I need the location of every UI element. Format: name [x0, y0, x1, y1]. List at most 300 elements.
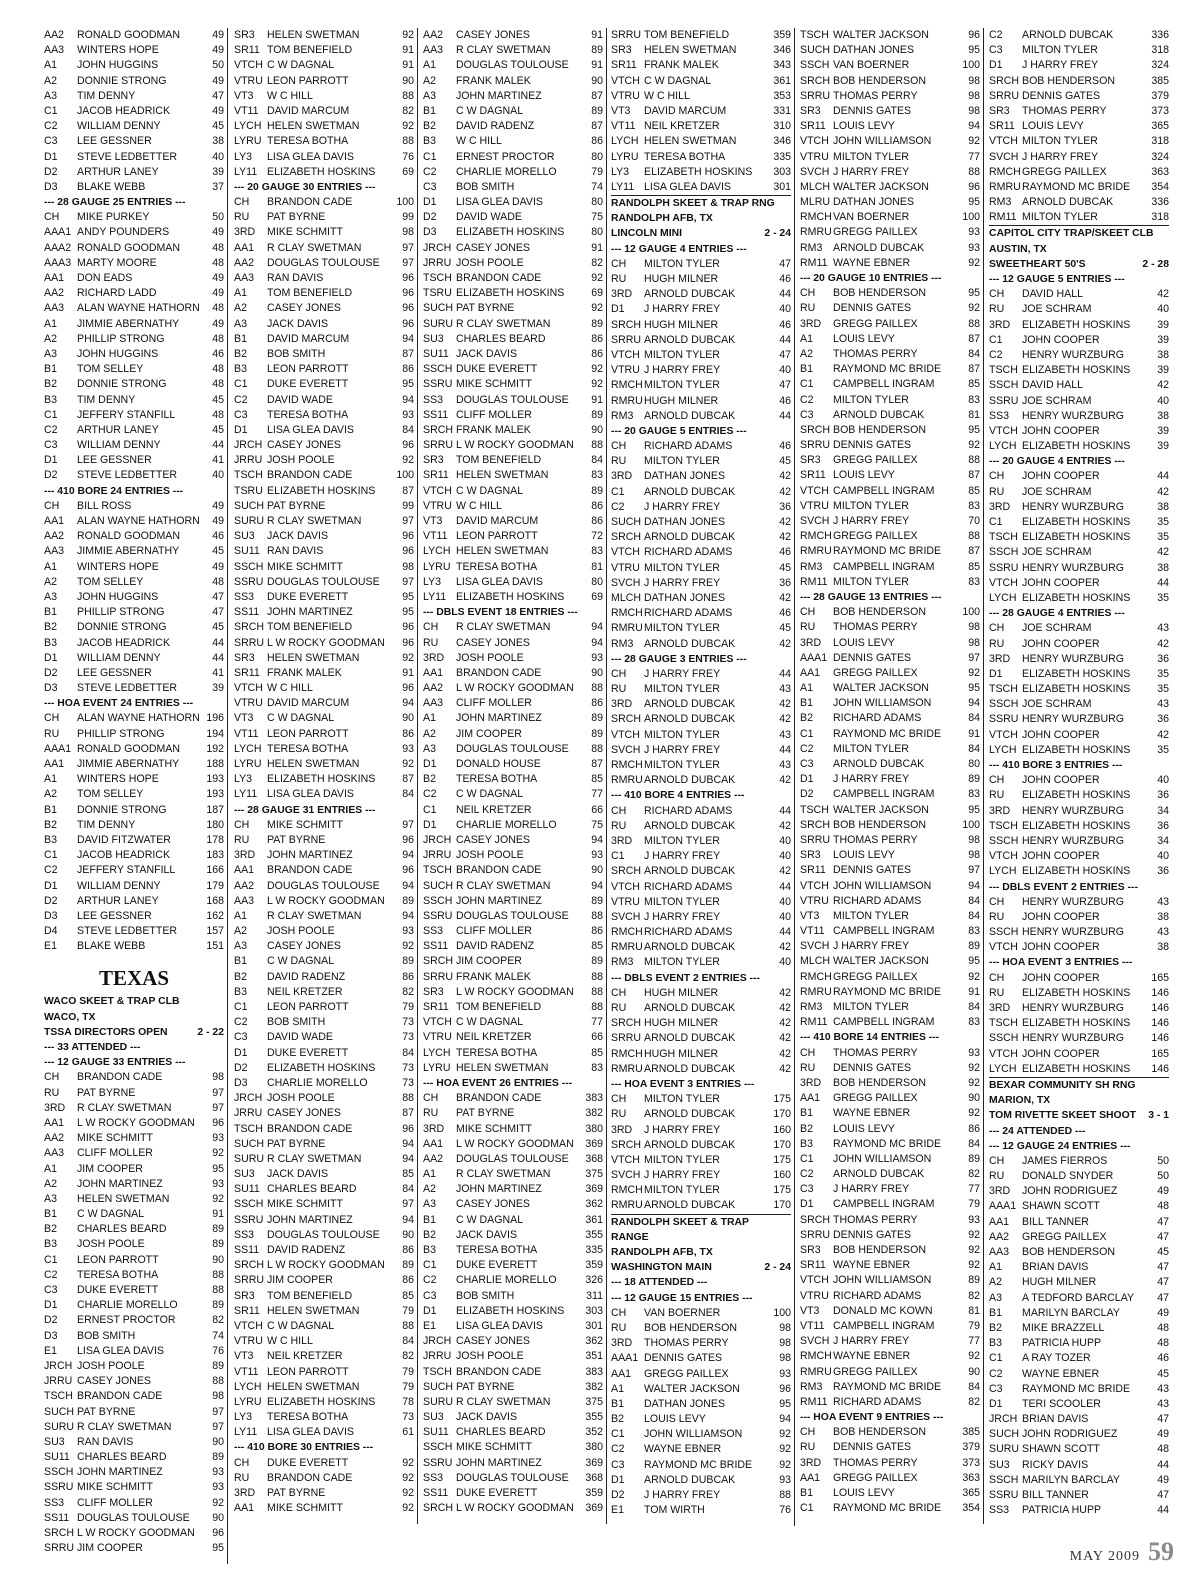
result-row: [800, 681, 980, 696]
results-column-3: [423, 28, 603, 1516]
shooter-name: C W DAGNAL: [267, 955, 335, 968]
result-row: [800, 468, 980, 483]
score: 84: [968, 894, 980, 907]
score: 49: [212, 515, 224, 527]
shooter-name: DAVID WADE: [456, 211, 522, 224]
score: 92: [402, 940, 414, 953]
score: 50: [1157, 1154, 1169, 1167]
score: 83: [968, 499, 980, 512]
result-row: [423, 1273, 603, 1288]
shooter-name: C W DAGNAL: [456, 104, 524, 117]
shooter-name: MILTON TYLER: [644, 834, 720, 847]
result-row: [989, 1503, 1169, 1518]
score: 91: [591, 59, 603, 72]
result-row: [44, 1526, 224, 1541]
score: 383: [585, 1365, 603, 1378]
class-code: LY11: [234, 788, 258, 801]
result-row: [423, 1152, 603, 1167]
score: 94: [968, 879, 980, 892]
section-heading: [611, 211, 791, 226]
result-row: [800, 1258, 980, 1273]
result-row: [423, 468, 603, 483]
result-row: [423, 939, 603, 954]
score: 48: [212, 302, 224, 315]
class-code: A3: [234, 940, 247, 953]
shooter-name: ELIZABETH HOSKINS: [644, 165, 753, 178]
result-row: [234, 1258, 414, 1273]
shooter-name: WAYNE EBNER: [833, 1350, 911, 1363]
class-code: VT3: [611, 104, 631, 117]
result-row: [423, 1182, 603, 1197]
result-row: [423, 590, 603, 605]
shooter-name: THOMAS PERRY: [833, 1213, 918, 1226]
result-row: [800, 560, 980, 575]
shooter-name: JACOB HEADRICK: [77, 849, 171, 862]
result-row: [44, 1116, 224, 1131]
class-code: LY3: [423, 575, 442, 588]
result-row: [234, 1273, 414, 1288]
class-code: B1: [800, 1487, 813, 1499]
shooter-name: A TEDFORD BARCLAY: [1022, 1291, 1135, 1304]
shooter-name: LOUIS LEVY: [833, 1122, 895, 1135]
score: 89: [591, 894, 603, 907]
score: 365: [962, 1487, 980, 1499]
result-row: [423, 453, 603, 468]
shooter-name: WAYNE EBNER: [644, 1443, 722, 1456]
result-row: [989, 1062, 1169, 1078]
result-row: [234, 195, 414, 210]
result-row: [800, 954, 980, 969]
shooter-name: CASEY JONES: [267, 302, 341, 315]
result-row: [234, 317, 414, 332]
class-code: A1: [611, 1382, 624, 1395]
score: 35: [1157, 683, 1169, 696]
class-code: RU: [611, 1108, 627, 1121]
shooter-name: J HARRY FREY: [644, 576, 721, 589]
shooter-name: RAYMOND MC BRIDE: [833, 545, 942, 558]
class-code: C2: [44, 120, 58, 133]
shooter-name: GREGG PAILLEX: [644, 1367, 729, 1380]
class-code: B2: [44, 1223, 57, 1236]
class-code: A1: [423, 59, 436, 72]
class-code: SVCH: [800, 515, 830, 527]
shooter-name: BOB HENDERSON: [833, 606, 927, 619]
class-code: SVCH: [989, 150, 1019, 163]
result-row: [800, 1015, 980, 1030]
score: 92: [402, 1487, 414, 1499]
class-code: SSRU: [44, 1481, 74, 1494]
shooter-name: FRANK MALEK: [456, 74, 531, 87]
score: 324: [1151, 59, 1169, 72]
class-code: SR3: [423, 985, 444, 998]
result-row: [44, 560, 224, 575]
shooter-name: WALTER JACKSON: [833, 682, 929, 695]
class-code: RU: [611, 273, 627, 285]
result-row: [234, 1046, 414, 1061]
class-code: VTRU: [234, 74, 263, 87]
shooter-name: RAYMOND MC BRIDE: [833, 363, 942, 376]
score: 90: [591, 666, 603, 679]
class-code: RU: [423, 1107, 439, 1120]
result-row: [611, 773, 791, 788]
shooter-name: HELEN SWETMAN: [77, 1192, 170, 1205]
shooter-name: RONALD GOODMAN: [77, 29, 181, 41]
shooter-name: PATRICIA HUPP: [1022, 1337, 1102, 1350]
score: 36: [779, 500, 791, 513]
score: 47: [1157, 1230, 1169, 1243]
shooter-name: TOM BENEFIELD: [644, 29, 730, 41]
result-row: [44, 332, 224, 347]
class-code: SS3: [234, 590, 255, 603]
score: 42: [779, 1002, 791, 1014]
class-code: TSRU: [423, 287, 452, 300]
shooter-name: ELIZABETH HOSKINS: [1022, 743, 1131, 756]
shooter-name: ARNOLD DUBCAK: [644, 1062, 736, 1075]
score: 36: [1157, 789, 1169, 802]
score: 95: [212, 1542, 224, 1555]
shooter-name: JACK DAVIS: [456, 1411, 518, 1424]
result-row: [800, 74, 980, 89]
score: 354: [962, 1502, 980, 1515]
class-code: SURU: [423, 1395, 454, 1408]
class-code: A1: [44, 59, 57, 72]
class-code: C3: [611, 1458, 625, 1471]
result-row: [800, 1046, 980, 1061]
result-row: [423, 43, 603, 58]
result-row: [44, 1207, 224, 1222]
shooter-name: DENNIS GATES: [644, 1352, 723, 1365]
score: 96: [212, 1527, 224, 1539]
score: 91: [402, 44, 414, 57]
result-row: [800, 1061, 980, 1076]
score: 46: [1157, 1352, 1169, 1365]
result-row: [234, 104, 414, 119]
score: 85: [968, 378, 980, 391]
shooter-name: SHAWN SCOTT: [1022, 1200, 1100, 1213]
result-row: [234, 74, 414, 89]
heading-text: --- 28 GAUGE 13 ENTRIES ---: [800, 591, 942, 603]
result-row: [423, 696, 603, 711]
shooter-name: ELIZABETH HOSKINS: [456, 1304, 565, 1317]
result-row: [800, 696, 980, 711]
score: 92: [779, 1443, 791, 1456]
result-row: [423, 438, 603, 453]
shooter-name: ELIZABETH HOSKINS: [267, 165, 376, 178]
class-code: AA3: [423, 44, 444, 57]
result-row: [234, 757, 414, 772]
result-row: [423, 727, 603, 742]
shooter-name: C W DAGNAL: [267, 712, 335, 725]
shooter-name: RICHARD ADAMS: [644, 546, 733, 559]
score: 94: [591, 621, 603, 634]
shooter-name: DOUGLAS TOULOUSE: [456, 59, 569, 72]
shooter-name: BOB SMITH: [267, 1016, 326, 1029]
class-code: SRRU: [800, 1228, 831, 1241]
shooter-name: RONALD GOODMAN: [77, 530, 181, 543]
class-code: CH: [800, 1426, 816, 1439]
score: 92: [402, 651, 414, 664]
score: 301: [585, 1319, 603, 1332]
result-row: [423, 681, 603, 696]
score: 42: [779, 1047, 791, 1060]
class-code: SRCH: [800, 74, 831, 87]
score: 45: [212, 545, 224, 558]
result-row: [611, 682, 791, 697]
score: 46: [779, 318, 791, 331]
result-row: [989, 1442, 1169, 1457]
class-code: CH: [989, 288, 1005, 301]
class-code: SVCH: [800, 165, 830, 178]
result-row: [989, 1016, 1169, 1031]
result-row: [800, 909, 980, 924]
class-code: E1: [611, 1504, 624, 1517]
result-row: [44, 1162, 224, 1177]
shooter-name: J HARRY FREY: [644, 500, 721, 513]
score: 335: [585, 1244, 603, 1256]
shooter-name: PHILLIP STRONG: [77, 727, 165, 740]
result-row: [611, 394, 791, 409]
class-code: SR11: [423, 1001, 449, 1013]
shooter-name: JIM COOPER: [267, 1274, 333, 1287]
shooter-name: LEON PARROTT: [267, 1365, 349, 1378]
score: 175: [773, 1093, 791, 1106]
result-row: [423, 924, 603, 939]
result-row: [989, 1245, 1169, 1260]
shooter-name: DATHAN JONES: [644, 470, 726, 483]
result-row: [989, 1199, 1169, 1214]
score: 365: [1151, 120, 1169, 133]
result-row: [989, 1367, 1169, 1382]
result-row: [611, 1397, 791, 1412]
score: 95: [402, 606, 414, 619]
result-row: [800, 1365, 980, 1380]
score: 42: [1157, 485, 1169, 498]
shooter-name: BOB HENDERSON: [1022, 1246, 1116, 1258]
shooter-name: CAMPBELL INGRAM: [833, 1319, 935, 1332]
score: 96: [402, 1122, 414, 1135]
class-code: B3: [234, 363, 247, 376]
score: 359: [773, 29, 791, 41]
class-code: B2: [989, 1321, 1002, 1334]
score: 88: [212, 1375, 224, 1388]
result-row: [44, 1435, 224, 1450]
shooter-name: TIM DENNY: [77, 818, 136, 831]
score: 96: [968, 29, 980, 41]
result-row: [800, 195, 980, 210]
shooter-name: JOHN COOPER: [1022, 576, 1100, 589]
class-code: RU: [800, 621, 816, 634]
score: 81: [968, 408, 980, 421]
result-row: [44, 1268, 224, 1283]
heading-text: CAPITOL CITY TRAP/SKEET CLB: [989, 228, 1154, 240]
result-row: [234, 787, 414, 802]
score: 92: [402, 758, 414, 770]
shooter-name: RICHARD ADAMS: [833, 894, 922, 907]
class-code: JRCH: [234, 439, 263, 452]
heading-text: --- 33 ATTENDED ---: [44, 1042, 141, 1053]
score: 94: [591, 636, 603, 649]
shooter-name: J HARRY FREY: [644, 1123, 721, 1136]
class-code: JRCH: [423, 1335, 452, 1348]
shooter-name: WILLIAM DENNY: [77, 120, 161, 133]
class-code: RU: [44, 1086, 60, 1099]
heading-text: --- 28 GAUGE 3 ENTRIES ---: [611, 653, 747, 665]
score: 385: [962, 1426, 980, 1439]
shooter-name: RAYMOND MC BRIDE: [1022, 180, 1131, 193]
class-code: SU11: [234, 545, 260, 558]
score: 95: [402, 590, 414, 603]
class-code: TSCH: [989, 1017, 1018, 1030]
score: 96: [779, 1382, 791, 1395]
shooter-name: CHARLIE MORELLO: [77, 1299, 178, 1312]
result-row: [800, 180, 980, 195]
shooter-name: MILTON TYLER: [833, 150, 909, 163]
heading-text: --- 20 GAUGE 4 ENTRIES ---: [989, 456, 1125, 468]
score: 49: [212, 44, 224, 57]
shooter-name: PATRICIA HUPP: [1022, 1504, 1102, 1517]
result-row: [989, 302, 1169, 317]
result-row: [44, 58, 224, 73]
result-row: [800, 119, 980, 134]
shooter-name: L W ROCKY GOODMAN: [267, 636, 385, 649]
class-code: RM11: [800, 1395, 828, 1408]
class-code: B3: [989, 1337, 1002, 1350]
class-code: D1: [989, 1397, 1003, 1410]
result-row: [800, 408, 980, 423]
score: 183: [206, 849, 224, 862]
score: 40: [1157, 303, 1169, 316]
class-code: SRRU: [44, 1542, 75, 1555]
shooter-name: JOHN MARTINEZ: [77, 1466, 163, 1479]
shooter-name: CASEY JONES: [456, 833, 530, 846]
shooter-name: MILTON TYLER: [644, 455, 720, 468]
shooter-name: ELIZABETH HOSKINS: [456, 226, 565, 239]
shooter-name: JACOB HEADRICK: [77, 636, 171, 649]
result-row: [423, 909, 603, 924]
class-code: VTRU: [800, 499, 829, 512]
score: 88: [968, 165, 980, 178]
score: 37: [212, 180, 224, 193]
score: 77: [591, 1016, 603, 1029]
score: 42: [779, 470, 791, 483]
class-code: SURU: [423, 317, 454, 330]
shooter-name: PAT BYRNE: [456, 1380, 515, 1393]
score: 89: [212, 1223, 224, 1236]
shooter-name: JOHN COOPER: [1022, 1047, 1100, 1060]
class-code: D2: [44, 666, 58, 679]
class-code: RU: [234, 1471, 250, 1484]
heading-text: --- HOA EVENT 24 ENTRIES ---: [44, 698, 194, 710]
score: 39: [212, 165, 224, 178]
class-code: VTCH: [989, 576, 1018, 589]
class-code: SS3: [423, 393, 444, 406]
result-row: [234, 879, 414, 894]
result-row: [234, 742, 414, 757]
score: 175: [773, 1184, 791, 1197]
score: 89: [402, 894, 414, 907]
result-row: [800, 1152, 980, 1167]
score: 99: [402, 499, 414, 512]
result-row: [423, 1228, 603, 1243]
score: 97: [212, 1405, 224, 1418]
class-code: B2: [234, 347, 247, 360]
shooter-name: R CLAY SWETMAN: [77, 1101, 172, 1114]
shooter-name: JOHN MARTINEZ: [456, 1456, 542, 1469]
shooter-name: ARNOLD DUBCAK: [644, 713, 736, 726]
class-code: AA3: [44, 302, 65, 315]
class-code: C1: [989, 1352, 1003, 1365]
shooter-name: ELIZABETH HOSKINS: [1022, 865, 1131, 878]
score: 38: [1157, 941, 1169, 954]
shooter-name: JEFFERY STANFILL: [77, 864, 176, 877]
result-row: [800, 605, 980, 620]
result-row: [989, 469, 1169, 484]
shooter-name: CLIFF MOLLER: [77, 1496, 153, 1509]
score: 194: [206, 727, 224, 740]
class-code: RM3: [800, 560, 823, 573]
result-row: [234, 1152, 414, 1167]
result-row: [989, 545, 1169, 560]
score: 40: [212, 150, 224, 163]
result-row: [44, 529, 224, 544]
shooter-name: PAT BYRNE: [77, 1405, 136, 1418]
class-code: TSCH: [800, 803, 829, 816]
class-code: SS3: [234, 1228, 255, 1241]
shooter-name: PAT BYRNE: [267, 211, 326, 224]
score: 84: [402, 1183, 414, 1196]
score: 90: [968, 1365, 980, 1378]
class-code: SRRU: [800, 833, 831, 846]
score: 42: [1157, 379, 1169, 392]
score: 84: [402, 788, 414, 801]
result-row: [611, 1427, 791, 1442]
result-row: [234, 1091, 414, 1106]
result-row: [611, 1153, 791, 1168]
shooter-name: RICHARD ADAMS: [833, 712, 922, 725]
score: 96: [968, 180, 980, 193]
class-code: CH: [44, 211, 60, 224]
result-row: [800, 377, 980, 392]
result-row: [800, 1486, 980, 1501]
shooter-name: HELEN SWETMAN: [456, 469, 549, 482]
score: 42: [1157, 288, 1169, 301]
class-code: AA1: [234, 864, 255, 877]
result-row: [800, 1167, 980, 1182]
shooter-name: WALTER JACKSON: [833, 955, 929, 968]
score: 94: [591, 879, 603, 892]
score: 47: [212, 590, 224, 603]
score: 86: [591, 515, 603, 527]
result-row: [234, 165, 414, 180]
class-code: C1: [423, 803, 437, 816]
result-row: [423, 89, 603, 104]
class-code: B3: [423, 1244, 436, 1256]
class-code: RMCH: [611, 926, 643, 939]
class-code: SSRU: [989, 561, 1019, 574]
class-code: SRRU: [800, 89, 831, 102]
score: 160: [773, 1169, 791, 1182]
result-row: [423, 1258, 603, 1273]
shooter-name: R CLAY SWETMAN: [267, 241, 362, 254]
result-row: [234, 666, 414, 681]
shooter-name: ARNOLD DUBCAK: [833, 758, 925, 770]
score: 70: [968, 515, 980, 527]
result-row: [44, 651, 224, 666]
result-row: [44, 924, 224, 939]
class-code: B1: [989, 1306, 1002, 1319]
score: 92: [212, 1192, 224, 1205]
result-row: [423, 757, 603, 772]
